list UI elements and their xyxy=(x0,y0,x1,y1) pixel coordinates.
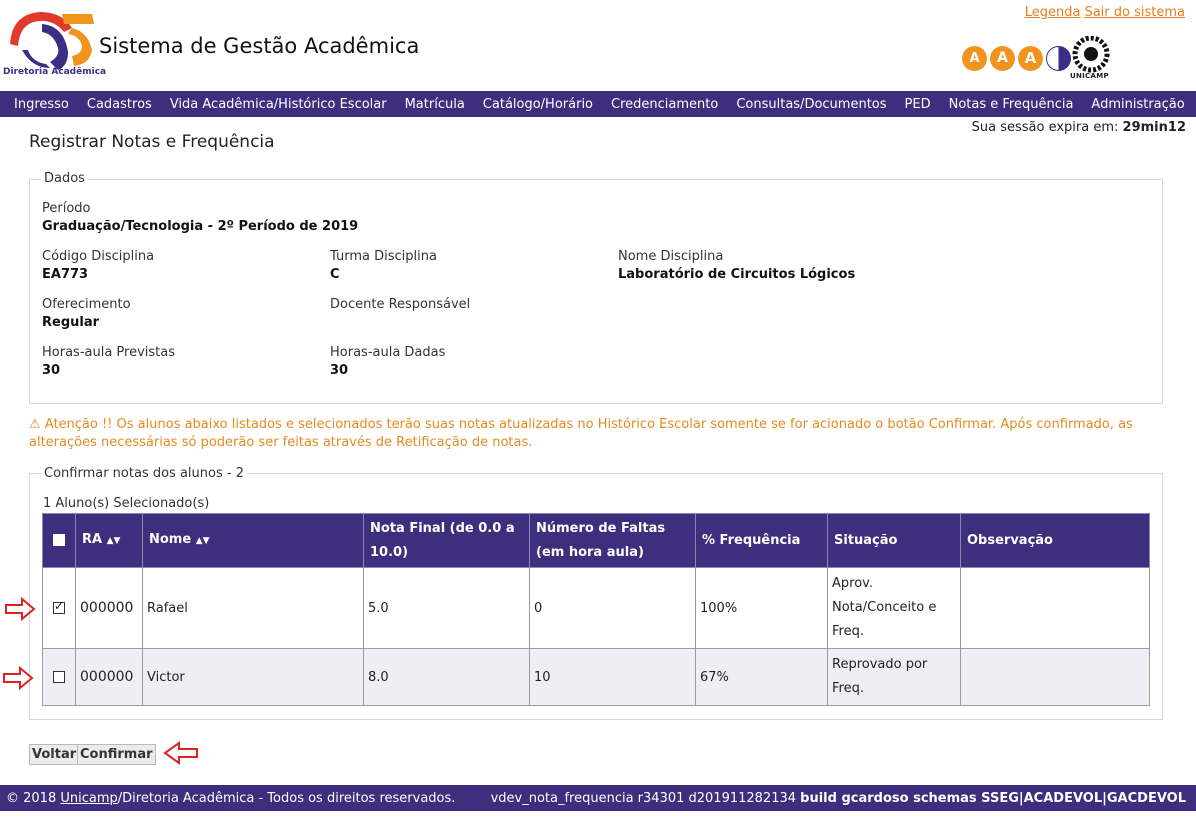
codigo-label: Código Disciplina xyxy=(42,249,155,264)
oferecimento-value: Regular xyxy=(42,315,100,330)
row-select-cell xyxy=(43,649,76,706)
row-checkbox[interactable] xyxy=(53,671,65,683)
nome-disciplina-value: Laboratório de Circuitos Lógicos xyxy=(618,267,856,282)
situacao-cell: Reprovado por Freq. xyxy=(828,649,961,706)
nota-cell: 5.0 xyxy=(364,568,530,649)
menu-vida-academica[interactable]: Vida Acadêmica/Histórico Escolar xyxy=(169,96,387,112)
horas-dadas-label: Horas-aula Dadas xyxy=(330,345,446,360)
frequencia-cell: 100% xyxy=(696,568,828,649)
nome-disciplina-label: Nome Disciplina xyxy=(618,249,724,264)
turma-label: Turma Disciplina xyxy=(330,249,437,264)
font-size-small-button[interactable]: A xyxy=(962,46,987,71)
dados-legend: Dados xyxy=(41,171,88,186)
alunos-table xyxy=(42,513,1150,706)
menu-administracao[interactable]: Administração xyxy=(1091,96,1185,112)
build-schemas: build gcardoso schemas SSEG|ACADEVOL|GACDEVOL xyxy=(800,791,1186,806)
col-nota-final: Nota Final (de 0.0 a 10.0) xyxy=(364,514,530,568)
periodo-label: Período xyxy=(42,201,91,216)
sort-icon: ▲▼ xyxy=(195,536,210,546)
menu-ped[interactable]: PED xyxy=(904,96,931,112)
horas-dadas-value: 30 xyxy=(330,363,349,378)
confirmar-button[interactable]: Confirmar xyxy=(77,744,156,765)
table-row xyxy=(43,649,1150,706)
font-size-large-button[interactable]: A xyxy=(1018,46,1043,71)
copyright-suffix: /Diretoria Acadêmica - Todos os direitos reservados. xyxy=(117,791,456,806)
voltar-button[interactable]: Voltar xyxy=(29,744,79,765)
menu-ingresso[interactable]: Ingresso xyxy=(14,96,69,112)
warning-message: ⚠ Atenção !! Os alunos abaixo listados e selecionados terão suas notas atualizadas no Histórico Escolar somente se for acionado o botão Confirmar. Após confirmado, as alterações necessárias só poderão ser feitas através de Retificação de notas. xyxy=(29,417,1133,450)
accessibility-controls xyxy=(962,44,1071,72)
faltas-cell: 10 xyxy=(530,649,696,706)
row-select-cell xyxy=(43,568,76,649)
arrow-right-icon xyxy=(4,597,36,621)
col-ra-label: RA xyxy=(82,532,103,547)
app-title: Sistema de Gestão Acadêmica xyxy=(99,34,420,58)
menu-credenciamento[interactable]: Credenciamento xyxy=(611,96,719,112)
sair-link[interactable]: Sair do sistema xyxy=(1084,5,1185,20)
periodo-value: Graduação/Tecnologia - 2º Período de 2019 xyxy=(42,219,359,234)
select-all-header xyxy=(43,514,76,568)
footer-copyright xyxy=(6,791,455,806)
nota-cell: 8.0 xyxy=(364,649,530,706)
copyright-prefix: © 2018 xyxy=(6,791,57,806)
menu-notas-frequencia[interactable]: Notas e Frequência xyxy=(948,96,1074,112)
menu-consultas-documentos[interactable]: Consultas/Documentos xyxy=(736,96,887,112)
table-row xyxy=(43,568,1150,649)
page-title: Registrar Notas e Frequência xyxy=(29,132,275,152)
unicamp-label: UNICAMP xyxy=(1070,72,1109,80)
menu-cadastros[interactable]: Cadastros xyxy=(86,96,152,112)
frequencia-cell: 67% xyxy=(696,649,828,706)
observacao-cell xyxy=(961,568,1150,649)
confirmar-legend: Confirmar notas dos alunos - 2 xyxy=(41,466,247,481)
font-size-medium-button[interactable]: A xyxy=(990,46,1015,71)
unicamp-link[interactable]: Unicamp xyxy=(60,791,118,806)
col-nome-label: Nome xyxy=(149,532,192,547)
main-menu xyxy=(0,91,1196,117)
col-nome[interactable] xyxy=(143,514,364,568)
build-info: vdev_nota_frequencia r34301 d201911282134 xyxy=(490,791,797,806)
top-links xyxy=(1025,5,1185,20)
oferecimento-label: Oferecimento xyxy=(42,297,131,312)
session-label: Sua sessão expira em: xyxy=(971,120,1119,135)
sort-icon: ▲▼ xyxy=(106,536,121,546)
col-observacao: Observação xyxy=(961,514,1150,568)
col-ra[interactable] xyxy=(76,514,143,568)
dados-fieldset xyxy=(29,179,1163,404)
horas-previstas-value: 30 xyxy=(42,363,61,378)
nome-cell: Victor xyxy=(143,649,364,706)
horas-previstas-label: Horas-aula Previstas xyxy=(42,345,176,360)
legenda-link[interactable]: Legenda xyxy=(1024,5,1081,20)
session-timer xyxy=(972,120,1186,135)
faltas-cell: 0 xyxy=(530,568,696,649)
table-header-row xyxy=(43,514,1150,568)
col-faltas: Número de Faltas (em hora aula) xyxy=(530,514,696,568)
arrow-right-icon xyxy=(2,666,34,690)
session-value: 29min12 xyxy=(1122,120,1186,135)
menu-catalogo-horario[interactable]: Catálogo/Horário xyxy=(482,96,594,112)
docente-label: Docente Responsável xyxy=(330,297,471,312)
footer-build-info xyxy=(491,791,1186,806)
contrast-toggle-icon[interactable] xyxy=(1046,46,1071,71)
col-frequencia: % Frequência xyxy=(696,514,828,568)
ra-cell: 000000 xyxy=(76,649,143,706)
arrow-left-icon xyxy=(163,741,199,765)
selected-count: 1 Aluno(s) Selecionado(s) xyxy=(43,496,210,511)
ra-cell: 000000 xyxy=(76,568,143,649)
situacao-cell: Aprov. Nota/Conceito e Freq. xyxy=(828,568,961,649)
codigo-value: EA773 xyxy=(42,267,89,282)
nome-cell: Rafael xyxy=(143,568,364,649)
menu-matricula[interactable]: Matrícula xyxy=(404,96,465,112)
footer xyxy=(0,785,1196,811)
observacao-cell xyxy=(961,649,1150,706)
row-checkbox[interactable] xyxy=(53,602,65,614)
select-all-checkbox[interactable] xyxy=(53,534,65,546)
col-situacao: Situação xyxy=(828,514,961,568)
logo-caption: Diretoria Acadêmica xyxy=(3,67,107,77)
turma-value: C xyxy=(330,267,340,282)
